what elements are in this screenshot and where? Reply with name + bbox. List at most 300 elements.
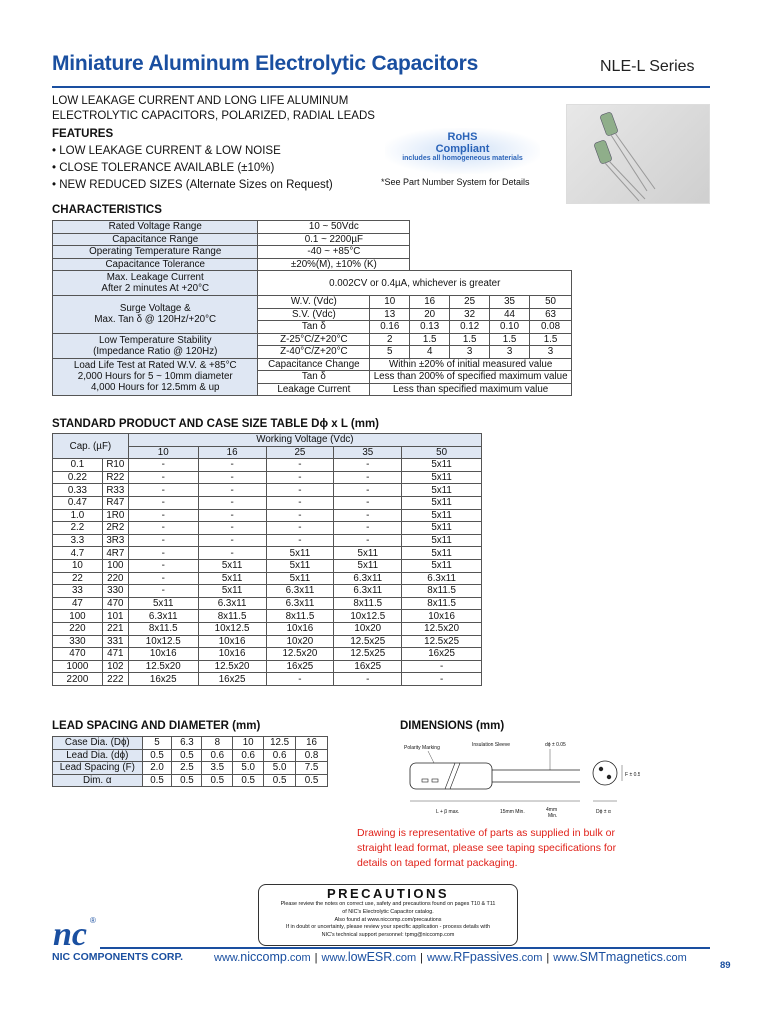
- registered-mark: ®: [90, 916, 96, 925]
- table-cell: 5x11: [402, 534, 482, 547]
- table-cell: 5x11: [402, 496, 482, 509]
- table-cell: -: [128, 496, 198, 509]
- dim-label-f: F ± 0.5: [625, 772, 640, 778]
- table-cell: Rated Voltage Range: [53, 221, 258, 234]
- table-cell: 6.3x11: [198, 597, 266, 610]
- table-cell: 3.3: [53, 534, 103, 547]
- dim-label-dphi: dϕ ± 0.05: [545, 742, 566, 748]
- dim-label-polarity: Polarity Marking: [404, 745, 440, 751]
- table-cell: 10 ~ 50Vdc: [258, 221, 410, 234]
- table-cell: -: [198, 522, 266, 535]
- rohs-line: Compliant: [435, 143, 490, 155]
- table-cell: 0.5: [172, 774, 202, 787]
- table-cell: 0.5: [233, 774, 264, 787]
- table-row: [53, 296, 572, 309]
- table-cell: 0.22: [53, 471, 103, 484]
- table-cell: 331: [102, 635, 128, 648]
- table-cell: 50: [530, 296, 572, 309]
- table-blank: [410, 258, 572, 271]
- table-cell: 44: [490, 308, 530, 321]
- table-cell: Less than specified maximum value: [370, 383, 572, 396]
- table-cell: -: [128, 509, 198, 522]
- table-row: [53, 572, 482, 585]
- table-cell: -: [266, 459, 334, 472]
- table-cell: 33: [53, 585, 103, 598]
- voltage-header: 25: [266, 446, 334, 459]
- table-cell: 0.5: [142, 774, 172, 787]
- table-cell: -: [266, 484, 334, 497]
- standard-table-heading: STANDARD PRODUCT AND CASE SIZE TABLE Dϕ x L (mm): [52, 418, 380, 430]
- table-cell: -: [198, 534, 266, 547]
- link-smtmagnetics[interactable]: www.SMTmagnetics.com: [553, 950, 687, 964]
- table-row: [53, 597, 482, 610]
- table-cell: 16x25: [402, 648, 482, 661]
- table-row: [53, 258, 572, 271]
- table-cell: 8x11.5: [198, 610, 266, 623]
- table-row: [53, 559, 482, 572]
- table-cell: 0.5: [142, 749, 172, 762]
- standard-product-table: [52, 433, 482, 686]
- table-cell: Tan δ: [258, 321, 370, 334]
- table-blank: [410, 246, 572, 259]
- table-row: [53, 585, 482, 598]
- table-cell: 102: [102, 660, 128, 673]
- table-cell: 10x20: [266, 635, 334, 648]
- table-cell: 0.10: [490, 321, 530, 334]
- table-cell: 10x16: [198, 635, 266, 648]
- table-cell: -: [266, 534, 334, 547]
- table-cell: 0.47: [53, 496, 103, 509]
- table-cell: -: [128, 459, 198, 472]
- table-cell: -40 ~ +85°C: [258, 246, 410, 259]
- table-cell: W.V. (Vdc): [258, 296, 370, 309]
- table-cell: -: [334, 673, 402, 686]
- table-cell: 12.5x25: [334, 635, 402, 648]
- table-cell: Tan δ: [258, 371, 370, 384]
- table-row: [53, 534, 482, 547]
- table-cell: 5x11: [198, 559, 266, 572]
- table-cell: 0.6: [233, 749, 264, 762]
- table-cell: 10x16: [128, 648, 198, 661]
- table-cell: ±20%(M), ±10% (K): [258, 258, 410, 271]
- table-cell: -: [198, 496, 266, 509]
- dim-label-4mm: 4mm: [546, 807, 558, 813]
- table-cell: 0.5: [296, 774, 328, 787]
- table-row: [53, 660, 482, 673]
- lead-table-body: [53, 737, 328, 787]
- table-cell: 2.2: [53, 522, 103, 535]
- table-row: [53, 547, 482, 560]
- table-cell: 220: [102, 572, 128, 585]
- table-cell: R10: [102, 459, 128, 472]
- table-row: [53, 673, 482, 686]
- table-cell: 221: [102, 622, 128, 635]
- dimensions-heading: DIMENSIONS (mm): [400, 720, 505, 732]
- table-cell: 5x11: [402, 547, 482, 560]
- table-cell: 101: [102, 610, 128, 623]
- table-row: [53, 774, 328, 787]
- table-cell: 2.0: [142, 762, 172, 775]
- table-row: [53, 471, 482, 484]
- table-cell: 1000: [53, 660, 103, 673]
- dimensions-drawing: [400, 735, 640, 825]
- table-cell: -: [402, 660, 482, 673]
- table-blank: [410, 233, 572, 246]
- table-cell: 6.3x11: [128, 610, 198, 623]
- table-cell: 35: [490, 296, 530, 309]
- table-cell: 6.3x11: [266, 597, 334, 610]
- table-cell: 10x20: [334, 622, 402, 635]
- voltage-header: 35: [334, 446, 402, 459]
- table-cell: 12.5x20: [198, 660, 266, 673]
- table-cell: 0.5: [202, 774, 233, 787]
- table-cell: 5.0: [264, 762, 296, 775]
- table-cell: 6.3x11: [266, 585, 334, 598]
- table-cell: -: [266, 673, 334, 686]
- table-cell: 10: [53, 559, 103, 572]
- table-cell: -: [128, 572, 198, 585]
- table-cell: 0.1: [53, 459, 103, 472]
- table-cell: 7.5: [296, 762, 328, 775]
- table-cell: 0.5: [172, 749, 202, 762]
- link-lowesr[interactable]: www.lowESR.com: [321, 950, 417, 964]
- table-cell: 5x11: [402, 509, 482, 522]
- rohs-badge: [385, 128, 540, 174]
- table-row: [53, 749, 328, 762]
- table-cell: 2R2: [102, 522, 128, 535]
- voltage-header: 50: [402, 446, 482, 459]
- part-number-note: *See Part Number System for Details: [381, 177, 530, 187]
- page-title: Miniature Aluminum Electrolytic Capacitors: [52, 52, 479, 75]
- header-rule: [52, 86, 710, 88]
- features-list: [52, 143, 333, 194]
- table-row: [53, 271, 572, 296]
- table-cell: -: [266, 522, 334, 535]
- table-cell: 8x11.5: [266, 610, 334, 623]
- table-cell: 5x11: [266, 559, 334, 572]
- table-cell: 330: [53, 635, 103, 648]
- table-cell: Load Life Test at Rated W.V. & +85°C 2,000 Hours for 5 ~ 10mm diameter 4,000 Hours for 12.5mm & up: [53, 358, 258, 396]
- table-cell: 5x11: [128, 597, 198, 610]
- table-row: [53, 459, 482, 472]
- table-row: [53, 610, 482, 623]
- lead-heading: LEAD SPACING AND DIAMETER (mm): [52, 720, 261, 732]
- feature-item: • NEW REDUCED SIZES (Alternate Sizes on Request): [52, 177, 333, 194]
- table-cell: 8x11.5: [128, 622, 198, 635]
- table-cell: -: [334, 459, 402, 472]
- table-cell: -: [128, 559, 198, 572]
- table-cell: 100: [53, 610, 103, 623]
- table-cell: 6.3x11: [402, 572, 482, 585]
- table-cell: -: [128, 484, 198, 497]
- table-cell: 5: [142, 737, 172, 750]
- table-cell: -: [334, 484, 402, 497]
- table-cell: 220: [53, 622, 103, 635]
- table-cell: 470: [53, 648, 103, 661]
- feature-item: • CLOSE TOLERANCE AVAILABLE (±10%): [52, 160, 333, 177]
- table-cell: 10x12.5: [334, 610, 402, 623]
- table-cell: 6.3x11: [334, 585, 402, 598]
- table-cell: 63: [530, 308, 572, 321]
- table-row: [53, 233, 572, 246]
- table-cell: 25: [450, 296, 490, 309]
- table-cell: -: [198, 509, 266, 522]
- table-cell: 13: [370, 308, 410, 321]
- table-cell: 2200: [53, 673, 103, 686]
- dim-label-min: Min.: [548, 813, 558, 819]
- capacitor-photo: [566, 104, 710, 204]
- table-cell: Less than 200% of specified maximum value: [370, 371, 572, 384]
- precautions-line: Please review the notes on correct use, safety and precautions found on pages T10 & T11: [280, 901, 496, 907]
- table-cell: 12.5x20: [402, 622, 482, 635]
- dim-label-dalpha: Dϕ ± α: [596, 809, 611, 815]
- table-header-row: [53, 434, 482, 447]
- table-cell: 20: [410, 308, 450, 321]
- voltage-header: 10: [128, 446, 198, 459]
- table-cell: 3R3: [102, 534, 128, 547]
- table-cell: Lead Dia. (dϕ): [53, 749, 143, 762]
- table-cell: 5x11: [402, 559, 482, 572]
- rohs-line: RoHS: [447, 131, 478, 143]
- table-cell: Case Dia. (Dϕ): [53, 737, 143, 750]
- table-cell: 5x11: [402, 459, 482, 472]
- table-cell: -: [266, 471, 334, 484]
- table-blank: [410, 221, 572, 234]
- table-cell: 16x25: [128, 673, 198, 686]
- precautions-line: If in doubt or uncertainty, please review your specific application - process details with: [286, 924, 490, 931]
- table-cell: 47: [53, 597, 103, 610]
- table-cell: 5.0: [233, 762, 264, 775]
- table-cell: 0.13: [410, 321, 450, 334]
- table-cell: 0.5: [264, 774, 296, 787]
- precautions-link[interactable]: Also found at www.niccomp.com/precautions: [334, 916, 442, 923]
- table-cell: 5x11: [198, 585, 266, 598]
- table-row: [53, 509, 482, 522]
- table-cell: -: [198, 547, 266, 560]
- table-cell: Capacitance Tolerance: [53, 258, 258, 271]
- lead-spacing-table: [52, 736, 328, 787]
- table-cell: -: [334, 471, 402, 484]
- intro-line: ELECTROLYTIC CAPACITORS, POLARIZED, RADIAL LEADS: [52, 110, 375, 122]
- table-cell: -: [402, 673, 482, 686]
- table-cell: Max. Leakage Current After 2 minutes At +20°C: [53, 271, 258, 296]
- page-number: 89: [720, 960, 731, 971]
- table-cell: R33: [102, 484, 128, 497]
- table-cell: 3: [530, 346, 572, 359]
- table-cell: Lead Spacing (F): [53, 762, 143, 775]
- table-row: [53, 635, 482, 648]
- link-rfpassives[interactable]: www.RFpassives.com: [426, 950, 543, 964]
- intro-text: [52, 94, 452, 124]
- table-cell: 8x11.5: [402, 597, 482, 610]
- features-heading: FEATURES: [52, 128, 114, 140]
- table-cell: 4.7: [53, 547, 103, 560]
- table-cell: 0.8: [296, 749, 328, 762]
- rohs-line: includes all homogeneous materials: [402, 155, 523, 162]
- table-cell: 4R7: [102, 547, 128, 560]
- dim-label-sleeve: Insulation Sleeve: [472, 742, 511, 748]
- table-cell: 3: [450, 346, 490, 359]
- table-cell: Operating Temperature Range: [53, 246, 258, 259]
- table-cell: 16x25: [198, 673, 266, 686]
- table-cell: 8x11.5: [402, 585, 482, 598]
- feature-item: • LOW LEAKAGE CURRENT & LOW NOISE: [52, 143, 333, 160]
- table-cell: R47: [102, 496, 128, 509]
- table-cell: 16: [410, 296, 450, 309]
- table-row: [53, 496, 482, 509]
- table-cell: 1.5: [490, 333, 530, 346]
- table-row: [53, 622, 482, 635]
- table-row: [53, 737, 328, 750]
- table-cell: 5x11: [402, 522, 482, 535]
- table-cell: 0.002CV or 0.4µA, whichever is greater: [258, 271, 572, 296]
- table-cell: 5: [370, 346, 410, 359]
- table-cell: 12.5x25: [334, 648, 402, 661]
- table-cell: 16: [296, 737, 328, 750]
- table-cell: 0.1 ~ 2200µF: [258, 233, 410, 246]
- table-cell: 5x11: [198, 572, 266, 585]
- table-cell: -: [198, 484, 266, 497]
- precautions-email[interactable]: NIC's technical support personnel: tpmg@niccomp.com: [321, 932, 455, 939]
- table-cell: 471: [102, 648, 128, 661]
- table-cell: 8: [202, 737, 233, 750]
- table-cell: 12.5: [264, 737, 296, 750]
- table-cell: 330: [102, 585, 128, 598]
- table-cell: 1R0: [102, 509, 128, 522]
- table-cell: -: [198, 471, 266, 484]
- table-cell: 0.08: [530, 321, 572, 334]
- table-cell: 10x16: [402, 610, 482, 623]
- company-name: NIC COMPONENTS CORP.: [52, 951, 184, 963]
- table-cell: Z-25°C/Z+20°C: [258, 333, 370, 346]
- table-cell: 12.5x20: [128, 660, 198, 673]
- table-cell: 16x25: [266, 660, 334, 673]
- table-cell: 1.0: [53, 509, 103, 522]
- table-cell: Capacitance Range: [53, 233, 258, 246]
- table-row: [53, 221, 572, 234]
- table-cell: 10x12.5: [128, 635, 198, 648]
- footer-rule: [100, 947, 710, 949]
- table-cell: Leakage Current: [258, 383, 370, 396]
- precautions-heading: PRECAUTIONS: [326, 886, 450, 901]
- table-cell: -: [128, 522, 198, 535]
- table-cell: Z-40°C/Z+20°C: [258, 346, 370, 359]
- precautions-line: of NIC's Electrolytic Capacitor catalog.: [342, 908, 434, 915]
- table-cell: -: [334, 534, 402, 547]
- logo-text: nc: [53, 916, 87, 948]
- table-cell: 6.3: [172, 737, 202, 750]
- table-cell: -: [334, 509, 402, 522]
- table-cell: -: [128, 534, 198, 547]
- cap-header: Cap. (µF): [53, 434, 129, 459]
- table-cell: 10: [233, 737, 264, 750]
- table-cell: 4: [410, 346, 450, 359]
- table-cell: -: [334, 496, 402, 509]
- table-row: [53, 762, 328, 775]
- table-cell: -: [334, 522, 402, 535]
- drawing-note: Drawing is representative of parts as supplied in bulk or straight lead format, please see taping specifications for details on taped format packaging.: [357, 827, 617, 869]
- table-cell: 100: [102, 559, 128, 572]
- table-cell: 0.33: [53, 484, 103, 497]
- table-cell: -: [128, 547, 198, 560]
- table-cell: Within ±20% of initial measured value: [370, 358, 572, 371]
- table-cell: 0.16: [370, 321, 410, 334]
- table-cell: 0.6: [202, 749, 233, 762]
- table-row: [53, 484, 482, 497]
- table-cell: -: [198, 459, 266, 472]
- table-cell: 12.5x20: [266, 648, 334, 661]
- table-cell: -: [266, 496, 334, 509]
- voltage-header: 16: [198, 446, 266, 459]
- table-cell: 5x11: [334, 547, 402, 560]
- series-name: NLE-L Series: [600, 58, 695, 75]
- table-row: [53, 246, 572, 259]
- table-row: [53, 358, 572, 371]
- table-cell: S.V. (Vdc): [258, 308, 370, 321]
- table-cell: 10x12.5: [198, 622, 266, 635]
- table-cell: 5x11: [402, 471, 482, 484]
- table-row: [53, 333, 572, 346]
- precautions-box: [258, 884, 518, 946]
- table-cell: 10x16: [198, 648, 266, 661]
- table-cell: 1.5: [410, 333, 450, 346]
- footer-links: www.niccomp.com | www.lowESR.com | www.RFpassives.com | www.SMTmagnetics.com: [214, 950, 687, 964]
- table-cell: 2: [370, 333, 410, 346]
- link-niccomp[interactable]: www.niccomp.com: [214, 950, 311, 964]
- table-cell: 5x11: [266, 572, 334, 585]
- table-cell: R22: [102, 471, 128, 484]
- standard-table-body: [53, 459, 482, 686]
- table-cell: 1.5: [450, 333, 490, 346]
- table-cell: 5x11: [402, 484, 482, 497]
- table-cell: 5x11: [334, 559, 402, 572]
- wv-header: Working Voltage (Vdc): [128, 434, 481, 447]
- nic-logo: [52, 914, 98, 948]
- table-cell: 2.5: [172, 762, 202, 775]
- characteristics-table: [52, 220, 572, 396]
- table-cell: 1.5: [530, 333, 572, 346]
- table-cell: -: [128, 585, 198, 598]
- table-row: [53, 648, 482, 661]
- dim-label-l: L + β max.: [436, 809, 460, 815]
- table-cell: Low Temperature Stability (Impedance Ratio @ 120Hz): [53, 333, 258, 358]
- table-cell: -: [266, 509, 334, 522]
- table-cell: Dim. α: [53, 774, 143, 787]
- table-cell: 12.5x25: [402, 635, 482, 648]
- table-cell: 10x16: [266, 622, 334, 635]
- table-cell: Capacitance Change: [258, 358, 370, 371]
- table-cell: 22: [53, 572, 103, 585]
- table-row: [53, 522, 482, 535]
- table-cell: 16x25: [334, 660, 402, 673]
- table-cell: 470: [102, 597, 128, 610]
- table-cell: 5x11: [266, 547, 334, 560]
- table-cell: 6.3x11: [334, 572, 402, 585]
- table-cell: 3: [490, 346, 530, 359]
- table-cell: Surge Voltage & Max. Tan δ @ 120Hz/+20°C: [53, 296, 258, 334]
- dim-label-15mm: 15mm Min.: [500, 809, 525, 815]
- characteristics-heading: CHARACTERISTICS: [52, 204, 162, 216]
- table-cell: -: [128, 471, 198, 484]
- table-cell: 3.5: [202, 762, 233, 775]
- table-cell: 32: [450, 308, 490, 321]
- intro-line: LOW LEAKAGE CURRENT AND LONG LIFE ALUMINUM: [52, 95, 349, 107]
- table-cell: 222: [102, 673, 128, 686]
- table-cell: 0.12: [450, 321, 490, 334]
- table-cell: 10: [370, 296, 410, 309]
- table-cell: 0.6: [264, 749, 296, 762]
- table-cell: 8x11.5: [334, 597, 402, 610]
